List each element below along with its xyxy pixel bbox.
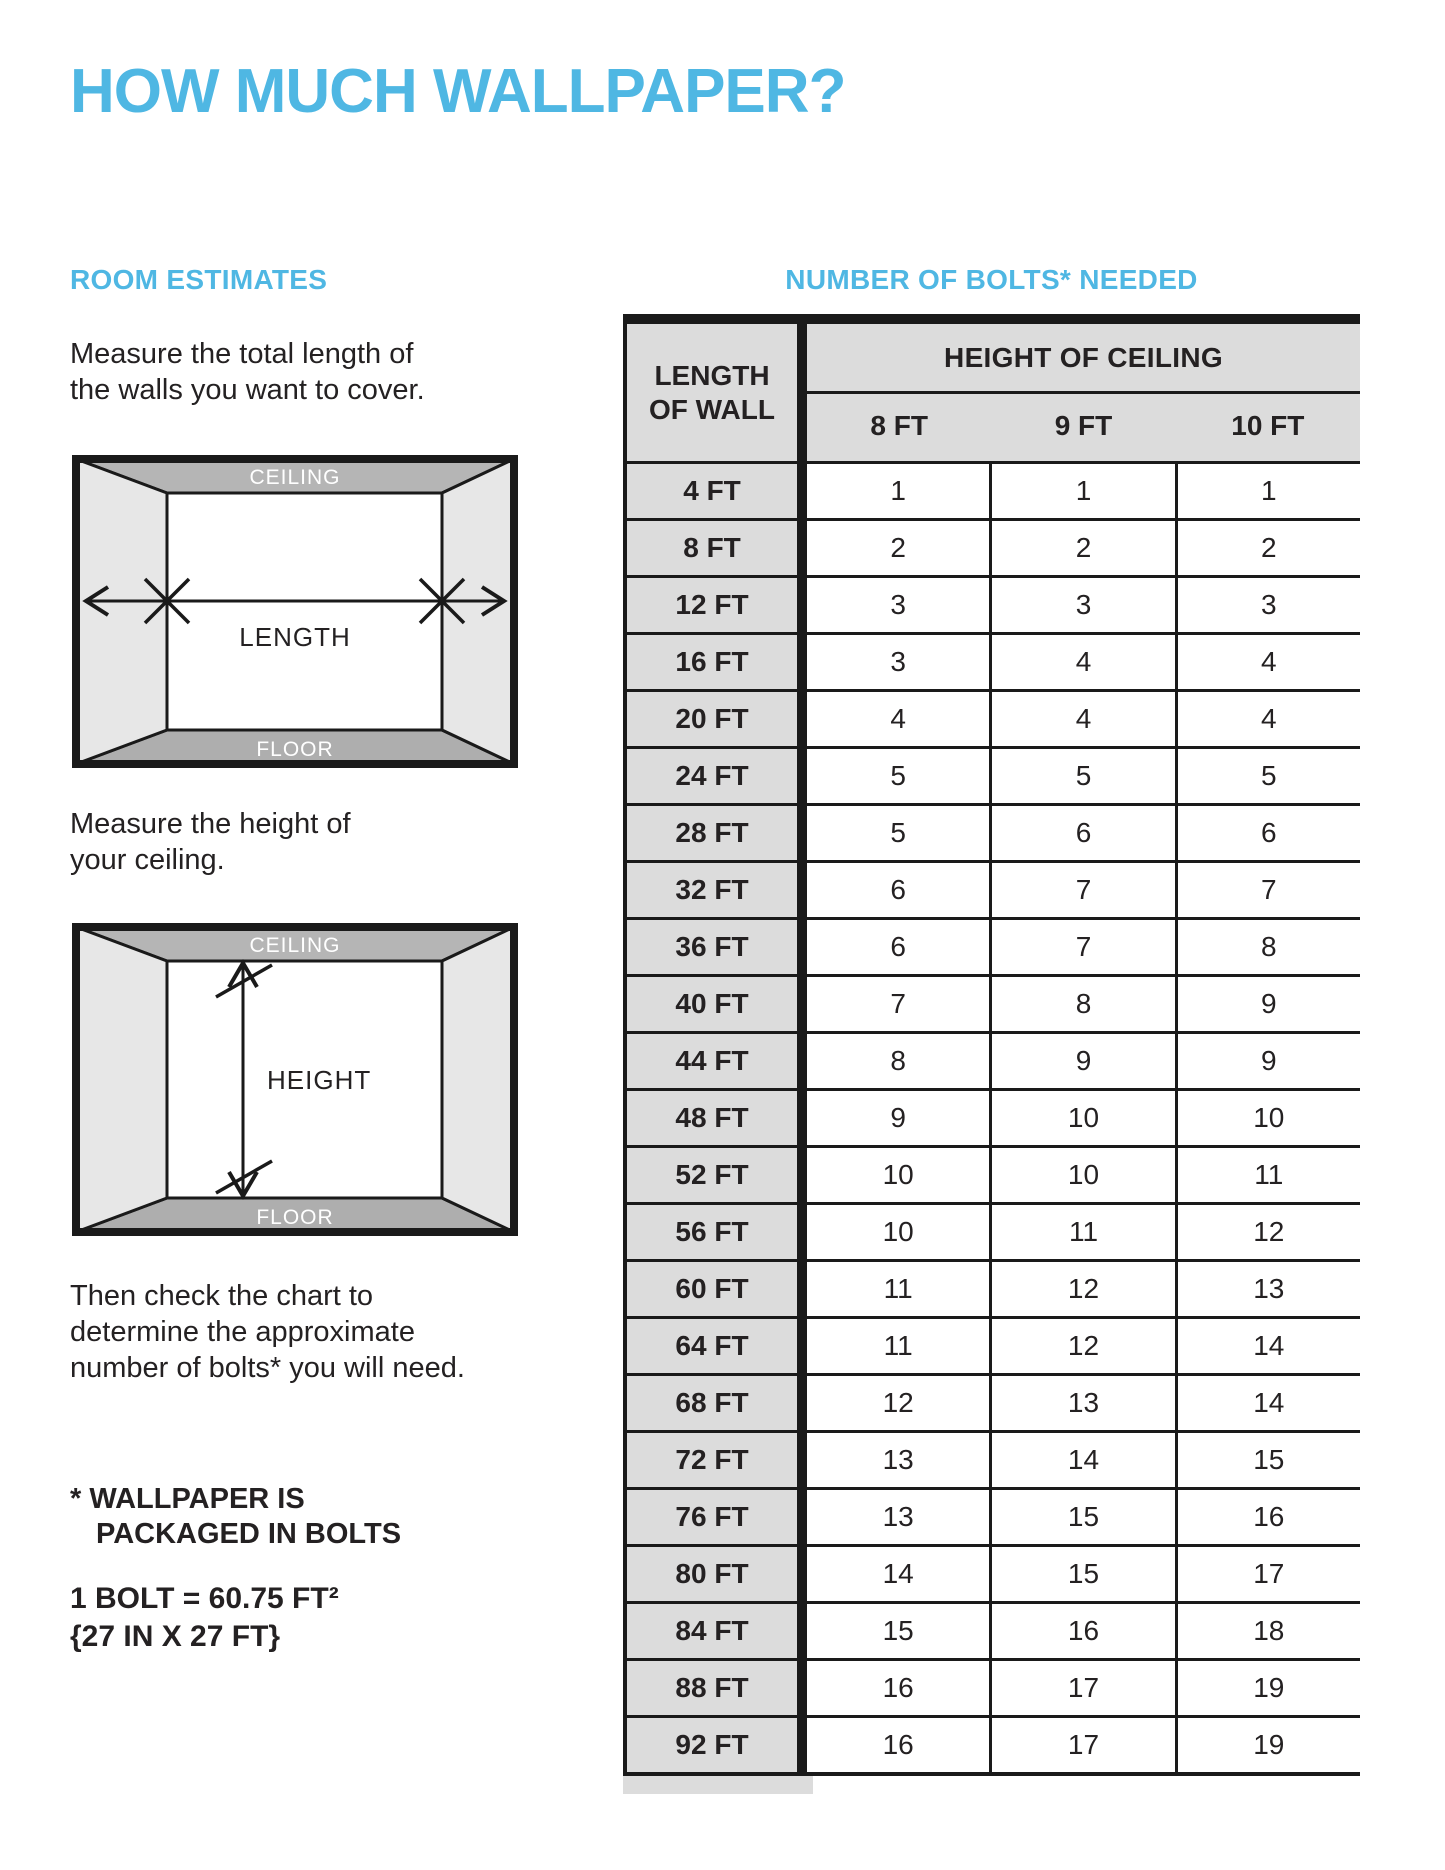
wall-length-cell: 32 FT [627, 863, 807, 917]
floor-label: FLOOR [256, 738, 334, 761]
bolts-8ft-cell: 5 [807, 806, 992, 860]
bolts-9ft-cell: 12 [992, 1262, 1177, 1316]
bolts-9ft-cell: 15 [992, 1547, 1177, 1601]
instruction-line: your ceiling. [70, 844, 225, 876]
bolts-8ft-cell: 6 [807, 863, 992, 917]
bolts-9ft-cell: 11 [992, 1205, 1177, 1259]
bolts-9ft-cell: 9 [992, 1034, 1177, 1088]
ceiling-height-subheaders [807, 394, 1360, 458]
footnote-line: PACKAGED IN BOLTS [96, 1518, 402, 1550]
bolts-8ft-cell: 11 [807, 1262, 992, 1316]
table-row [627, 1715, 1360, 1772]
wall-length-cell: 12 FT [627, 578, 807, 632]
left-wall-face [76, 459, 167, 764]
bolt-equation-line: 1 BOLT = 60.75 FT² [70, 1582, 339, 1615]
bolts-9ft-cell: 8 [992, 977, 1177, 1031]
table-row [627, 518, 1360, 575]
bolts-9ft-cell: 7 [992, 863, 1177, 917]
table-body [627, 461, 1360, 1776]
table-row [627, 860, 1360, 917]
wall-length-cell: 20 FT [627, 692, 807, 746]
table-row [627, 689, 1360, 746]
table-row [627, 1259, 1360, 1316]
instruction-line: determine the approximate [70, 1316, 415, 1348]
bolts-8ft-cell: 10 [807, 1205, 992, 1259]
table-row [627, 1202, 1360, 1259]
height-of-ceiling-header-group [807, 324, 1360, 461]
room-length-diagram [72, 455, 518, 768]
wall-length-cell: 52 FT [627, 1148, 807, 1202]
bolts-10ft-cell: 4 [1178, 692, 1360, 746]
table-row [627, 1658, 1360, 1715]
wall-length-cell: 68 FT [627, 1376, 807, 1430]
footnote-line: * WALLPAPER IS [70, 1483, 305, 1515]
bolts-8ft-cell: 13 [807, 1490, 992, 1544]
bolts-10ft-cell: 18 [1178, 1604, 1360, 1658]
wall-length-cell: 72 FT [627, 1433, 807, 1487]
bolts-8ft-cell: 15 [807, 1604, 992, 1658]
table-row [627, 1487, 1360, 1544]
instruction-measure-length [70, 336, 425, 408]
wall-length-cell: 80 FT [627, 1547, 807, 1601]
table-footer-stub [623, 1776, 813, 1794]
length-label: LENGTH [239, 622, 351, 652]
bolts-9ft-cell: 17 [992, 1661, 1177, 1715]
table-row [627, 575, 1360, 632]
bolts-10ft-cell: 7 [1178, 863, 1360, 917]
bolts-9ft-cell: 5 [992, 749, 1177, 803]
bolts-10ft-cell: 12 [1178, 1205, 1360, 1259]
bolts-9ft-cell: 4 [992, 635, 1177, 689]
room-height-diagram [72, 923, 518, 1236]
bolts-8ft-cell: 4 [807, 692, 992, 746]
bolts-8ft-cell: 16 [807, 1661, 992, 1715]
left-wall-face [76, 927, 167, 1232]
wall-length-cell: 16 FT [627, 635, 807, 689]
table-row [627, 746, 1360, 803]
floor-label: FLOOR [256, 1206, 334, 1229]
table-row [627, 1544, 1360, 1601]
bolts-8ft-cell: 3 [807, 635, 992, 689]
wall-length-cell: 48 FT [627, 1091, 807, 1145]
bolts-9ft-cell: 7 [992, 920, 1177, 974]
table-header [627, 324, 1360, 461]
header-line: OF WALL [649, 393, 775, 425]
bolts-10ft-cell: 9 [1178, 1034, 1360, 1088]
bolts-9ft-cell: 2 [992, 521, 1177, 575]
length-of-wall-header [627, 324, 807, 461]
instruction-check-chart [70, 1278, 465, 1386]
wall-length-cell: 4 FT [627, 464, 807, 518]
table-row [627, 1430, 1360, 1487]
table-row [627, 1031, 1360, 1088]
bolt-equation [70, 1580, 339, 1656]
bolts-10ft-cell: 4 [1178, 635, 1360, 689]
bolts-footnote [70, 1482, 401, 1552]
instruction-line: Then check the chart to [70, 1280, 374, 1312]
bolts-8ft-cell: 2 [807, 521, 992, 575]
bolts-10ft-cell: 11 [1178, 1148, 1360, 1202]
wall-length-cell: 56 FT [627, 1205, 807, 1259]
bolts-10ft-cell: 14 [1178, 1319, 1360, 1373]
bolts-10ft-cell: 17 [1178, 1547, 1360, 1601]
bolts-8ft-cell: 7 [807, 977, 992, 1031]
bolts-8ft-cell: 6 [807, 920, 992, 974]
wall-length-cell: 36 FT [627, 920, 807, 974]
bolts-8ft-cell: 12 [807, 1376, 992, 1430]
bolts-9ft-cell: 6 [992, 806, 1177, 860]
bolts-9ft-cell: 10 [992, 1091, 1177, 1145]
wall-length-cell: 28 FT [627, 806, 807, 860]
table-row [627, 461, 1360, 518]
table-row [627, 1145, 1360, 1202]
page-title: HOW MUCH WALLPAPER? [70, 57, 846, 126]
ceiling-label: CEILING [249, 934, 341, 957]
bolts-9ft-cell: 15 [992, 1490, 1177, 1544]
bolts-9ft-cell: 10 [992, 1148, 1177, 1202]
instruction-line: the walls you want to cover. [70, 374, 425, 406]
wall-length-cell: 40 FT [627, 977, 807, 1031]
bolts-10ft-cell: 1 [1178, 464, 1360, 518]
bolts-10ft-cell: 3 [1178, 578, 1360, 632]
bolts-10ft-cell: 6 [1178, 806, 1360, 860]
wall-length-cell: 64 FT [627, 1319, 807, 1373]
bolts-10ft-cell: 16 [1178, 1490, 1360, 1544]
bolts-10ft-cell: 2 [1178, 521, 1360, 575]
instruction-line: number of bolts* you will need. [70, 1352, 465, 1384]
table-row [627, 803, 1360, 860]
bolt-equation-line: {27 IN X 27 FT} [70, 1620, 281, 1653]
bolts-10ft-cell: 13 [1178, 1262, 1360, 1316]
wall-length-cell: 44 FT [627, 1034, 807, 1088]
bolts-8ft-cell: 10 [807, 1148, 992, 1202]
ceiling-label: CEILING [249, 466, 341, 489]
bolts-10ft-cell: 14 [1178, 1376, 1360, 1430]
bolts-8ft-cell: 3 [807, 578, 992, 632]
bolts-10ft-cell: 15 [1178, 1433, 1360, 1487]
bolts-8ft-cell: 16 [807, 1718, 992, 1772]
wall-length-cell: 8 FT [627, 521, 807, 575]
height-of-ceiling-header: HEIGHT OF CEILING [807, 324, 1360, 394]
bolts-10ft-cell: 10 [1178, 1091, 1360, 1145]
subheader-10ft: 10 FT [1231, 410, 1305, 441]
table-row [627, 1088, 1360, 1145]
wall-length-cell: 84 FT [627, 1604, 807, 1658]
bolts-10ft-cell: 5 [1178, 749, 1360, 803]
instruction-line: Measure the total length of [70, 338, 414, 370]
bolts-8ft-cell: 13 [807, 1433, 992, 1487]
bolts-8ft-cell: 1 [807, 464, 992, 518]
bolts-9ft-cell: 16 [992, 1604, 1177, 1658]
bolts-9ft-cell: 1 [992, 464, 1177, 518]
table-row [627, 974, 1360, 1031]
bolts-9ft-cell: 4 [992, 692, 1177, 746]
bolts-9ft-cell: 13 [992, 1376, 1177, 1430]
wall-length-cell: 76 FT [627, 1490, 807, 1544]
bolts-8ft-cell: 8 [807, 1034, 992, 1088]
wall-length-cell: 24 FT [627, 749, 807, 803]
height-label: HEIGHT [267, 1065, 372, 1095]
bolts-10ft-cell: 19 [1178, 1661, 1360, 1715]
instruction-line: Measure the height of [70, 808, 351, 840]
table-row [627, 917, 1360, 974]
subheader-8ft: 8 FT [870, 410, 928, 441]
header-line: LENGTH [654, 359, 770, 391]
bolts-10ft-cell: 9 [1178, 977, 1360, 1031]
table-row [627, 1601, 1360, 1658]
instruction-measure-height [70, 806, 351, 878]
right-wall-face [442, 927, 514, 1232]
table-row [627, 1316, 1360, 1373]
wall-length-cell: 92 FT [627, 1718, 807, 1772]
bolts-8ft-cell: 5 [807, 749, 992, 803]
bolts-9ft-cell: 14 [992, 1433, 1177, 1487]
wall-length-cell: 88 FT [627, 1661, 807, 1715]
bolts-8ft-cell: 11 [807, 1319, 992, 1373]
room-estimates-heading: ROOM ESTIMATES [70, 264, 328, 295]
bolts-needed-heading: NUMBER OF BOLTS* NEEDED [785, 264, 1198, 295]
back-wall [167, 493, 442, 730]
bolts-9ft-cell: 3 [992, 578, 1177, 632]
table-row [627, 632, 1360, 689]
bolts-table [623, 314, 1360, 1794]
bolts-9ft-cell: 12 [992, 1319, 1177, 1373]
bolts-9ft-cell: 17 [992, 1718, 1177, 1772]
bolts-10ft-cell: 8 [1178, 920, 1360, 974]
table-row [627, 1373, 1360, 1430]
bolts-10ft-cell: 19 [1178, 1718, 1360, 1772]
wall-length-cell: 60 FT [627, 1262, 807, 1316]
subheader-9ft: 9 FT [1054, 410, 1113, 441]
bolts-8ft-cell: 9 [807, 1091, 992, 1145]
bolts-8ft-cell: 14 [807, 1547, 992, 1601]
